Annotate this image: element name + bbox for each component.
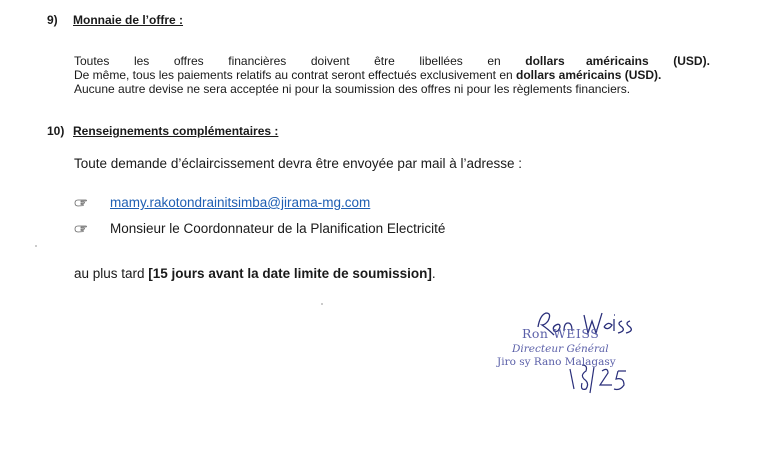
section-number: 9) bbox=[47, 13, 58, 27]
section-title: Monnaie de l’offre : bbox=[73, 13, 184, 27]
paragraph-line-1 bbox=[74, 54, 710, 68]
paragraph-line-2: De même, tous les paiements relatifs au contrat seront effectués exclusivement en dollars américains (USD). bbox=[74, 68, 662, 82]
recipient-title: Monsieur le Coordonnateur de la Planification Electricité bbox=[110, 221, 446, 236]
word: libellées bbox=[419, 54, 463, 68]
bullet-email bbox=[74, 195, 370, 210]
section-9-body bbox=[74, 54, 710, 96]
section-9-heading bbox=[47, 13, 183, 27]
currency-code: (USD). bbox=[621, 68, 662, 82]
currency-emphasis: dollars américains bbox=[525, 54, 649, 68]
scan-speck bbox=[35, 245, 37, 247]
section-title: Renseignements complémentaires : bbox=[73, 124, 279, 138]
pointing-hand-icon bbox=[74, 224, 88, 234]
signature-block bbox=[490, 305, 660, 400]
word: financières bbox=[228, 54, 287, 68]
word: Toutes bbox=[74, 54, 110, 68]
word: en bbox=[487, 54, 501, 68]
pointing-hand-icon bbox=[74, 198, 88, 208]
currency-code: (USD). bbox=[673, 54, 710, 68]
section-10-heading bbox=[47, 124, 278, 138]
word: les bbox=[133, 54, 150, 68]
word: être bbox=[374, 54, 395, 68]
deadline-emphasis: [15 jours avant la date limite de soumission] bbox=[148, 266, 432, 281]
signatory-role: Directeur Général bbox=[512, 343, 609, 355]
contact-email-link[interactable]: mamy.rakotondrainitsimba@jirama-mg.com bbox=[110, 195, 371, 210]
section-number: 10) bbox=[47, 124, 65, 138]
signatory-name: Ron WEISS bbox=[522, 326, 600, 341]
deadline-text: au plus tard [15 jours avant la date limite de soumission]. bbox=[74, 266, 436, 281]
currency-emphasis: dollars américains bbox=[516, 68, 622, 82]
word: offres bbox=[173, 54, 204, 68]
inquiry-intro: Toute demande d’éclaircissement devra être envoyée par mail à l’adresse : bbox=[74, 156, 522, 171]
word: doivent bbox=[310, 54, 350, 68]
paragraph-line-3: Aucune autre devise ne sera acceptée ni pour la soumission des offres ni pour les règlements financiers. bbox=[74, 82, 631, 96]
scan-speck bbox=[321, 303, 323, 305]
bullet-recipient bbox=[74, 221, 445, 236]
signatory-organization: Jiro sy Rano Malagasy bbox=[497, 356, 616, 368]
